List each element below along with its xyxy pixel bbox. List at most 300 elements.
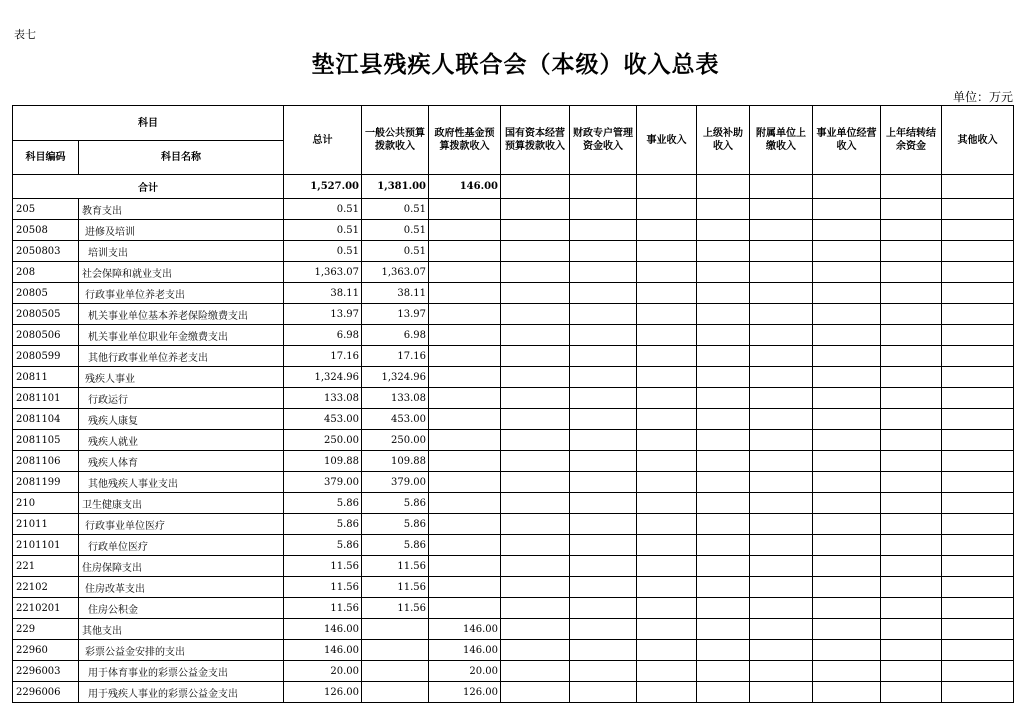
table-row [13, 430, 1014, 451]
table-row [13, 220, 1014, 241]
row-name: 残疾人事业 [79, 367, 284, 388]
row-general: 1,363.07 [362, 262, 429, 283]
row-fund [429, 367, 501, 388]
row-code: 2210201 [13, 598, 79, 619]
row-name: 其他残疾人事业支出 [79, 472, 284, 493]
row-empty-cell [881, 556, 942, 577]
row-empty-cell [637, 241, 697, 262]
row-empty-cell [637, 682, 697, 703]
row-empty-cell [570, 283, 637, 304]
row-empty-cell [942, 472, 1014, 493]
row-name: 残疾人就业 [79, 430, 284, 451]
row-empty-cell [697, 220, 750, 241]
row-empty-cell [697, 409, 750, 430]
row-total: 1,363.07 [284, 262, 362, 283]
row-total: 11.56 [284, 598, 362, 619]
row-empty-cell [750, 493, 813, 514]
row-empty-cell [697, 451, 750, 472]
row-general: 13.97 [362, 304, 429, 325]
table-row [13, 409, 1014, 430]
row-empty-cell [813, 346, 881, 367]
row-empty-cell [881, 304, 942, 325]
row-empty-cell [697, 430, 750, 451]
table-row [13, 619, 1014, 640]
row-empty-cell [570, 451, 637, 472]
row-empty-cell [813, 577, 881, 598]
row-general: 453.00 [362, 409, 429, 430]
table-row [13, 367, 1014, 388]
row-empty-cell [750, 220, 813, 241]
row-total: 6.98 [284, 325, 362, 346]
row-general: 0.51 [362, 199, 429, 220]
row-empty-cell [881, 262, 942, 283]
row-general: 5.86 [362, 493, 429, 514]
row-empty-cell [750, 577, 813, 598]
row-empty-cell [942, 514, 1014, 535]
row-empty-cell [570, 325, 637, 346]
row-code: 2081199 [13, 472, 79, 493]
row-empty-cell [697, 199, 750, 220]
row-code: 2296006 [13, 682, 79, 703]
row-name: 行政事业单位医疗 [79, 514, 284, 535]
row-code: 2081101 [13, 388, 79, 409]
row-code: 21011 [13, 514, 79, 535]
row-empty-cell [942, 409, 1014, 430]
row-code: 2101101 [13, 535, 79, 556]
row-empty-cell [570, 535, 637, 556]
row-empty-cell [501, 304, 570, 325]
row-total: 11.56 [284, 556, 362, 577]
row-total: 11.56 [284, 577, 362, 598]
row-empty-cell [813, 619, 881, 640]
row-empty-cell [570, 430, 637, 451]
table-row [13, 682, 1014, 703]
row-name: 彩票公益金安排的支出 [79, 640, 284, 661]
row-empty-cell [750, 640, 813, 661]
row-code: 20811 [13, 367, 79, 388]
row-empty-cell [813, 682, 881, 703]
row-empty-cell [813, 283, 881, 304]
row-total: 5.86 [284, 535, 362, 556]
row-total: 0.51 [284, 220, 362, 241]
row-empty-cell [637, 262, 697, 283]
row-name: 行政运行 [79, 388, 284, 409]
row-empty-cell [697, 556, 750, 577]
row-empty-cell [501, 598, 570, 619]
row-empty-cell [750, 241, 813, 262]
row-general [362, 619, 429, 640]
row-name: 社会保障和就业支出 [79, 262, 284, 283]
row-fund [429, 262, 501, 283]
row-total: 20.00 [284, 661, 362, 682]
row-total: 126.00 [284, 682, 362, 703]
row-fund [429, 556, 501, 577]
row-empty-cell [813, 325, 881, 346]
row-fund [429, 535, 501, 556]
table-row [13, 472, 1014, 493]
row-empty-cell [750, 619, 813, 640]
row-total: 250.00 [284, 430, 362, 451]
row-empty-cell [750, 409, 813, 430]
row-empty-cell [501, 241, 570, 262]
row-empty-cell [570, 220, 637, 241]
total-cell-general: 1,381.00 [362, 175, 429, 199]
row-empty-cell [813, 493, 881, 514]
row-empty-cell [813, 472, 881, 493]
row-empty-cell [750, 430, 813, 451]
row-empty-cell [637, 661, 697, 682]
row-empty-cell [637, 388, 697, 409]
row-empty-cell [637, 325, 697, 346]
row-empty-cell [637, 199, 697, 220]
row-name: 进修及培训 [79, 220, 284, 241]
row-empty-cell [570, 346, 637, 367]
header-subject-name: 科目名称 [79, 141, 284, 175]
row-name: 机关事业单位职业年金缴费支出 [79, 325, 284, 346]
row-empty-cell [697, 493, 750, 514]
row-empty-cell [813, 640, 881, 661]
row-total: 5.86 [284, 493, 362, 514]
row-empty-cell [637, 472, 697, 493]
row-empty-cell [813, 367, 881, 388]
row-fund [429, 199, 501, 220]
row-empty-cell [697, 367, 750, 388]
row-name: 用于残疾人事业的彩票公益金支出 [79, 682, 284, 703]
row-total: 379.00 [284, 472, 362, 493]
row-empty-cell [813, 451, 881, 472]
row-general [362, 682, 429, 703]
row-code: 229 [13, 619, 79, 640]
row-empty-cell [942, 262, 1014, 283]
row-empty-cell [637, 430, 697, 451]
row-empty-cell [881, 409, 942, 430]
row-empty-cell [570, 367, 637, 388]
header-other-income: 其他收入 [942, 106, 1014, 175]
row-empty-cell [570, 304, 637, 325]
row-empty-cell [750, 514, 813, 535]
row-fund [429, 220, 501, 241]
table-row [13, 577, 1014, 598]
row-empty-cell [637, 535, 697, 556]
row-fund [429, 472, 501, 493]
row-general: 109.88 [362, 451, 429, 472]
row-general: 250.00 [362, 430, 429, 451]
row-fund: 126.00 [429, 682, 501, 703]
row-empty-cell [881, 283, 942, 304]
header-subject-code: 科目编码 [13, 141, 79, 175]
header-business-income: 事业收入 [637, 106, 697, 175]
row-fund: 146.00 [429, 640, 501, 661]
row-empty-cell [813, 430, 881, 451]
row-total: 17.16 [284, 346, 362, 367]
row-empty-cell [501, 535, 570, 556]
row-total: 146.00 [284, 640, 362, 661]
row-empty-cell [570, 493, 637, 514]
row-empty-cell [881, 220, 942, 241]
row-empty-cell [637, 577, 697, 598]
row-empty-cell [813, 220, 881, 241]
table-row [13, 598, 1014, 619]
row-empty-cell [942, 535, 1014, 556]
row-empty-cell [637, 640, 697, 661]
row-empty-cell [881, 577, 942, 598]
row-empty-cell [750, 283, 813, 304]
row-empty-cell [501, 430, 570, 451]
header-subject: 科目 [13, 106, 284, 141]
row-empty-cell [570, 388, 637, 409]
row-total: 38.11 [284, 283, 362, 304]
row-empty-cell [942, 325, 1014, 346]
row-empty-cell [750, 346, 813, 367]
row-empty-cell [881, 661, 942, 682]
table-row [13, 535, 1014, 556]
row-empty-cell [501, 220, 570, 241]
row-general: 17.16 [362, 346, 429, 367]
row-empty-cell [750, 262, 813, 283]
row-empty-cell [501, 556, 570, 577]
row-empty-cell [570, 682, 637, 703]
table-row [13, 262, 1014, 283]
row-empty-cell [942, 388, 1014, 409]
row-empty-cell [697, 640, 750, 661]
row-empty-cell [813, 262, 881, 283]
row-empty-cell [501, 661, 570, 682]
row-empty-cell [750, 682, 813, 703]
row-code: 2296003 [13, 661, 79, 682]
row-empty-cell [750, 367, 813, 388]
row-empty-cell [813, 661, 881, 682]
row-general: 5.86 [362, 535, 429, 556]
row-code: 20805 [13, 283, 79, 304]
table-row [13, 514, 1014, 535]
row-empty-cell [750, 199, 813, 220]
row-empty-cell [697, 388, 750, 409]
table-number-label: 表七 [14, 28, 36, 41]
row-general: 11.56 [362, 577, 429, 598]
table-row [13, 493, 1014, 514]
row-empty-cell [697, 283, 750, 304]
row-empty-cell [750, 451, 813, 472]
total-row [13, 175, 1014, 199]
row-name: 行政单位医疗 [79, 535, 284, 556]
row-code: 2081105 [13, 430, 79, 451]
row-empty-cell [750, 325, 813, 346]
row-empty-cell [942, 451, 1014, 472]
row-fund [429, 493, 501, 514]
row-general: 38.11 [362, 283, 429, 304]
row-name: 其他行政事业单位养老支出 [79, 346, 284, 367]
row-total: 1,324.96 [284, 367, 362, 388]
row-empty-cell [942, 661, 1014, 682]
row-code: 2050803 [13, 241, 79, 262]
row-fund [429, 451, 501, 472]
row-empty-cell [697, 619, 750, 640]
row-total: 453.00 [284, 409, 362, 430]
row-empty-cell [697, 598, 750, 619]
row-empty-cell [637, 619, 697, 640]
row-general [362, 640, 429, 661]
table-row [13, 346, 1014, 367]
row-empty-cell [881, 640, 942, 661]
table-row [13, 283, 1014, 304]
row-empty-cell [570, 640, 637, 661]
row-code: 221 [13, 556, 79, 577]
row-empty-cell [697, 472, 750, 493]
row-name: 残疾人体育 [79, 451, 284, 472]
row-empty-cell [881, 325, 942, 346]
row-empty-cell [881, 535, 942, 556]
row-empty-cell [637, 304, 697, 325]
row-general: 0.51 [362, 220, 429, 241]
row-fund [429, 514, 501, 535]
row-empty-cell [501, 388, 570, 409]
row-total: 146.00 [284, 619, 362, 640]
row-empty-cell [881, 241, 942, 262]
header-superior-subsidy: 上级补助收入 [697, 106, 750, 175]
table-row [13, 325, 1014, 346]
table-row [13, 388, 1014, 409]
row-empty-cell [942, 367, 1014, 388]
row-general: 11.56 [362, 556, 429, 577]
row-general: 6.98 [362, 325, 429, 346]
row-empty-cell [637, 514, 697, 535]
header-carryover: 上年结转结余资金 [881, 106, 942, 175]
row-empty-cell [570, 514, 637, 535]
row-code: 2080505 [13, 304, 79, 325]
row-empty-cell [501, 262, 570, 283]
row-empty-cell [750, 598, 813, 619]
row-fund [429, 598, 501, 619]
header-gov-fund-budget: 政府性基金预算拨款收入 [429, 106, 501, 175]
table-row [13, 451, 1014, 472]
row-empty-cell [697, 535, 750, 556]
row-empty-cell [697, 577, 750, 598]
row-empty-cell [881, 451, 942, 472]
row-empty-cell [881, 199, 942, 220]
row-code: 210 [13, 493, 79, 514]
row-empty-cell [881, 493, 942, 514]
total-label: 合计 [13, 175, 284, 199]
table-row [13, 199, 1014, 220]
row-empty-cell [881, 430, 942, 451]
row-empty-cell [637, 346, 697, 367]
row-empty-cell [942, 640, 1014, 661]
row-empty-cell [570, 241, 637, 262]
row-empty-cell [813, 388, 881, 409]
row-empty-cell [881, 598, 942, 619]
row-name: 卫生健康支出 [79, 493, 284, 514]
row-empty-cell [750, 304, 813, 325]
row-empty-cell [637, 220, 697, 241]
row-empty-cell [501, 619, 570, 640]
row-empty-cell [942, 304, 1014, 325]
row-empty-cell [637, 283, 697, 304]
row-empty-cell [697, 325, 750, 346]
row-empty-cell [697, 661, 750, 682]
row-name: 住房公积金 [79, 598, 284, 619]
row-code: 20508 [13, 220, 79, 241]
row-empty-cell [881, 472, 942, 493]
row-empty-cell [813, 556, 881, 577]
row-general: 379.00 [362, 472, 429, 493]
row-fund [429, 304, 501, 325]
row-general [362, 661, 429, 682]
row-empty-cell [750, 556, 813, 577]
row-total: 13.97 [284, 304, 362, 325]
row-code: 2081106 [13, 451, 79, 472]
row-fund [429, 577, 501, 598]
row-empty-cell [881, 682, 942, 703]
row-name: 残疾人康复 [79, 409, 284, 430]
row-general: 5.86 [362, 514, 429, 535]
page-title: 垫江县残疾人联合会（本级）收入总表 [311, 51, 720, 78]
row-total: 133.08 [284, 388, 362, 409]
row-fund [429, 283, 501, 304]
row-empty-cell [501, 346, 570, 367]
row-empty-cell [942, 199, 1014, 220]
unit-label: 单位：万元 [952, 90, 1013, 104]
row-empty-cell [570, 472, 637, 493]
row-total: 109.88 [284, 451, 362, 472]
row-name: 用于体育事业的彩票公益金支出 [79, 661, 284, 682]
row-empty-cell [942, 241, 1014, 262]
row-general: 0.51 [362, 241, 429, 262]
row-empty-cell [750, 388, 813, 409]
row-total: 5.86 [284, 514, 362, 535]
row-empty-cell [750, 535, 813, 556]
row-empty-cell [813, 409, 881, 430]
row-empty-cell [501, 367, 570, 388]
row-name: 住房保障支出 [79, 556, 284, 577]
row-empty-cell [813, 199, 881, 220]
row-code: 2080599 [13, 346, 79, 367]
row-total: 0.51 [284, 241, 362, 262]
row-empty-cell [942, 493, 1014, 514]
row-empty-cell [637, 493, 697, 514]
row-empty-cell [570, 556, 637, 577]
row-empty-cell [501, 283, 570, 304]
row-empty-cell [637, 598, 697, 619]
row-empty-cell [942, 220, 1014, 241]
row-empty-cell [881, 367, 942, 388]
row-empty-cell [750, 472, 813, 493]
header-business-operation: 事业单位经营收入 [813, 106, 881, 175]
table-row [13, 661, 1014, 682]
row-empty-cell [570, 262, 637, 283]
row-empty-cell [813, 514, 881, 535]
row-name: 机关事业单位基本养老保险缴费支出 [79, 304, 284, 325]
row-code: 2081104 [13, 409, 79, 430]
row-empty-cell [637, 367, 697, 388]
table-row [13, 640, 1014, 661]
row-general: 133.08 [362, 388, 429, 409]
row-empty-cell [501, 472, 570, 493]
row-empty-cell [501, 577, 570, 598]
row-empty-cell [813, 535, 881, 556]
row-name: 教育支出 [79, 199, 284, 220]
total-cell-total: 1,527.00 [284, 175, 362, 199]
row-empty-cell [697, 346, 750, 367]
row-empty-cell [501, 514, 570, 535]
row-empty-cell [697, 304, 750, 325]
row-empty-cell [501, 493, 570, 514]
row-fund [429, 325, 501, 346]
table-row [13, 241, 1014, 262]
row-general: 11.56 [362, 598, 429, 619]
row-code: 208 [13, 262, 79, 283]
row-empty-cell [501, 409, 570, 430]
row-name: 行政事业单位养老支出 [79, 283, 284, 304]
